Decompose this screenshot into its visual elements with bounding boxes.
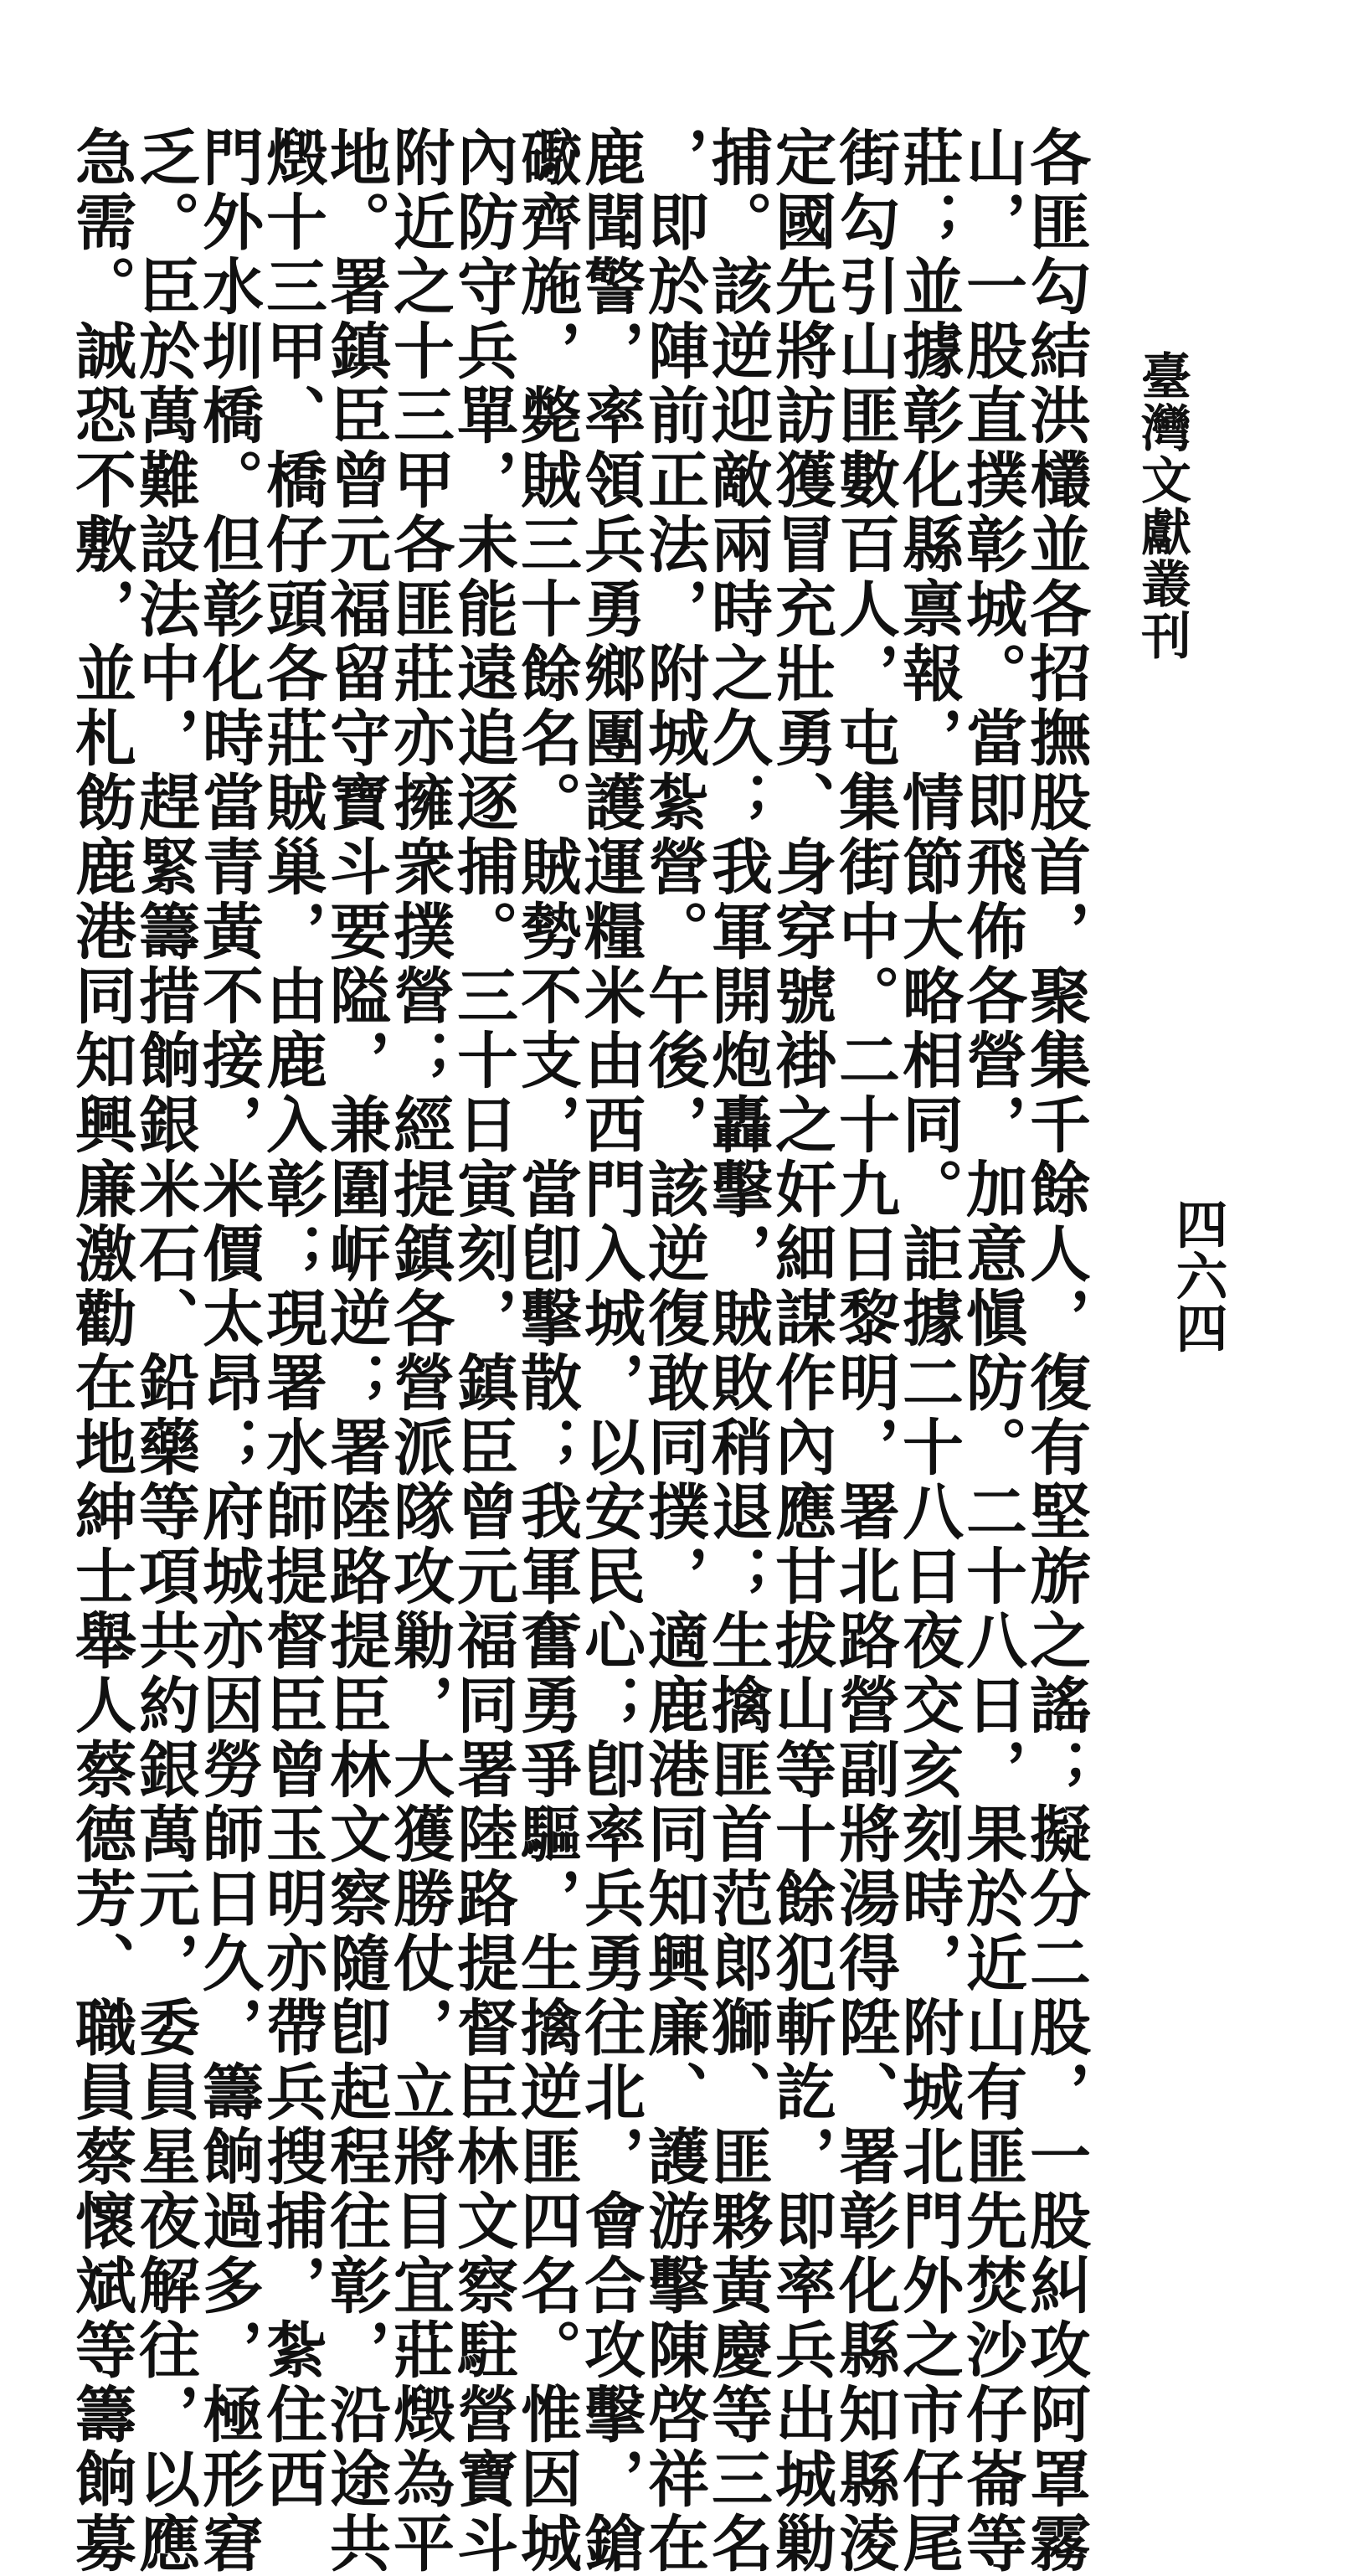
text-column: 地。署鎮臣曾元福留守寶斗要隘，兼圍㟁逆；署陸路提臣林文察隨卽起程往彰，沿途共 xyxy=(319,126,391,2576)
text-column: 鹿聞警，率領兵勇鄉團護運糧米由西門入城，以安民心；卽率兵勇往北，會合攻擊，鎗 xyxy=(574,126,646,2576)
page-number: 四六四 xyxy=(1167,1198,1228,1353)
text-column: 街勾引山匪數百人，屯集街中。二十九日黎明，署北路營副將湯得陞、署彰化縣知縣淩 xyxy=(828,126,900,2576)
text-column: 乏。臣於萬難設法中，趕緊籌措餉銀米石、鉛藥等項共約銀萬元，委員星夜解往，以應 xyxy=(128,126,200,2576)
text-column: ，即於陣前正法，附城紮營。午後，該逆復敢同撲，適鹿港同知興廉、護游擊陳啓祥在 xyxy=(637,126,709,2576)
text-column: 各匪勾結洪欉並各招撫股首，聚集千餘人，復有堅旂之謠；擬分二股，一股糾攻阿罩霧 xyxy=(1019,126,1091,2576)
body-text xyxy=(64,126,1091,2576)
text-column: 急需。誠恐不敷，並札飭鹿港同知興廉激勸在地紳士舉人蔡德芳、職員蔡懷斌等籌餉募 xyxy=(64,126,136,2576)
text-column: 礮齊施，斃賊三十餘名。賊勢不支，當卽擊散；我軍奮勇爭驅，生擒逆匪四名。惟因城 xyxy=(510,126,582,2576)
text-column: 內防守兵單，未能遠追逐捕。三十日寅刻，鎮臣曾元福同署陸路提督臣林文察駐營寶斗 xyxy=(446,126,518,2576)
text-column: 附近之十三甲各匪莊亦擁衆撲營；經提鎮各營派隊攻勦，大獲勝仗，立將目宜莊燬為平 xyxy=(383,126,455,2576)
text-column: 捕。該逆迎敵兩時之久；我軍開炮轟擊，賊敗稍退；生擒匪首范郞獅、匪夥黃慶等三名 xyxy=(701,126,773,2576)
running-header-title: 臺灣文獻叢刊 xyxy=(1133,350,1191,662)
text-column: 門外水圳橋。但彰化時當青黃不接，米價太昂；府城亦因勞師日久，籌餉過多，極形窘 xyxy=(192,126,264,2576)
text-column: 莊；並據彰化縣禀報，情節大略相同。詎據二十八日夜交亥刻時，附城北門外之市仔尾 xyxy=(892,126,964,2576)
text-column: 定國先將訪獲冒充壯勇、身穿號褂之奸細謀作內應甘拔山等十餘犯斬訖，即率兵出城勦 xyxy=(764,126,836,2576)
text-column: 山，一股直撲彰城。當即飛佈各營，加意愼防。二十八日，果於近山有匪先焚沙仔崙等 xyxy=(955,126,1027,2576)
text-column: 燬十三甲、橋仔頭各莊賊巢，由鹿入彰；現署水師提督臣曾玉明亦帶兵搜捕，紮住西 xyxy=(255,126,327,2512)
